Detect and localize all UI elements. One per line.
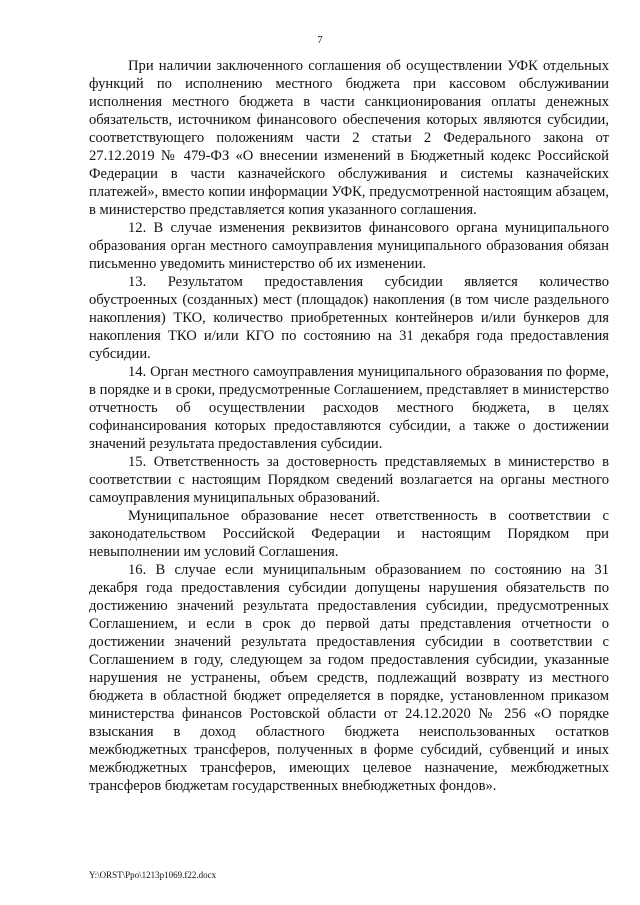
page-number: 7 — [317, 34, 323, 46]
document-body — [89, 57, 609, 795]
paragraph-12: 12. В случае изменения реквизитов финансового органа муниципального образования орган местного самоуправления муниципального образования обязан письменно уведомить министерство об их изменении. — [89, 220, 609, 272]
paragraph-16: 16. В случае если муниципальным образованием по состоянию на 31 декабря года предоставления субсидии допущены нарушения обязательств по достижению значений результата предоставления субсидии, предусмотренных Соглашением, и если в срок до первой даты представления отчетности о достижении значений результата предоставления субсидии в соответствии с Соглашением в году, следующем за годом предоставления субсидии, указанные нарушения не устранены, объем средств, подлежащий возврату из местного бюджета в областной бюджет определяется в порядке, установленном приказом министерства финансов Ростовской области от 24.12.2020 № 256 «О порядке взыскания в доход областного бюджета неиспользованных остатков межбюджетных трансферов, полученных в форме субсидий, субвенций и иных межбюджетных трансферов, имеющих целевое назначение, межбюджетных трансферов бюджетам государственных внебюджетных фондов». — [89, 562, 609, 794]
paragraph-14: 14. Орган местного самоуправления муниципального образования по форме, в порядке и в сроки, предусмотренные Соглашением, представляет в министерство отчетность об осуществлении расходов местного бюджета, в целях софинансирования которых предоставляются субсидии, а также о достижении значений результата предоставления субсидии. — [89, 364, 609, 452]
paragraph-ufk-agreement: При наличии заключенного соглашения об осуществлении УФК отдельных функций по исполнению местного бюджета при кассовом обслуживании исполнения местного бюджета в части санкционирования оплаты денежных обязательств, источником финансового обеспечения которых являются субсидии, соответствующего положениям части 2 статьи 2 Федерального закона от 27.12.2019 № 479-ФЗ «О внесении изменений в Бюджетный кодекс Российской Федерации в части казначейского обслуживания и системы казначейских платежей», вместо копии информации УФК, предусмотренной настоящим абзацем, в министерство представляется копия указанного соглашения. — [89, 58, 609, 218]
paragraph-responsibility: Муниципальное образование несет ответственность в соответствии с законодательством Российской Федерации и настоящим Порядком при невыполнении им условий Соглашения. — [89, 508, 609, 560]
paragraph-15: 15. Ответственность за достоверность представляемых в министерство в соответствии с настоящим Порядком сведений возлагается на органы местного самоуправления муниципальных образований. — [89, 454, 609, 506]
footer-file-path: Y:\ORST\Ppo\1213p1069.f22.docx — [89, 870, 217, 880]
paragraph-13: 13. Результатом предоставления субсидии является количество обустроенных (созданных) мест (площадок) накопления (в том числе раздельного накопления) ТКО, количество приобретенных контейнеров и/или бункеров для накопления ТКО и/или КГО по состоянию на 31 декабря года предоставления субсидии. — [89, 274, 609, 362]
